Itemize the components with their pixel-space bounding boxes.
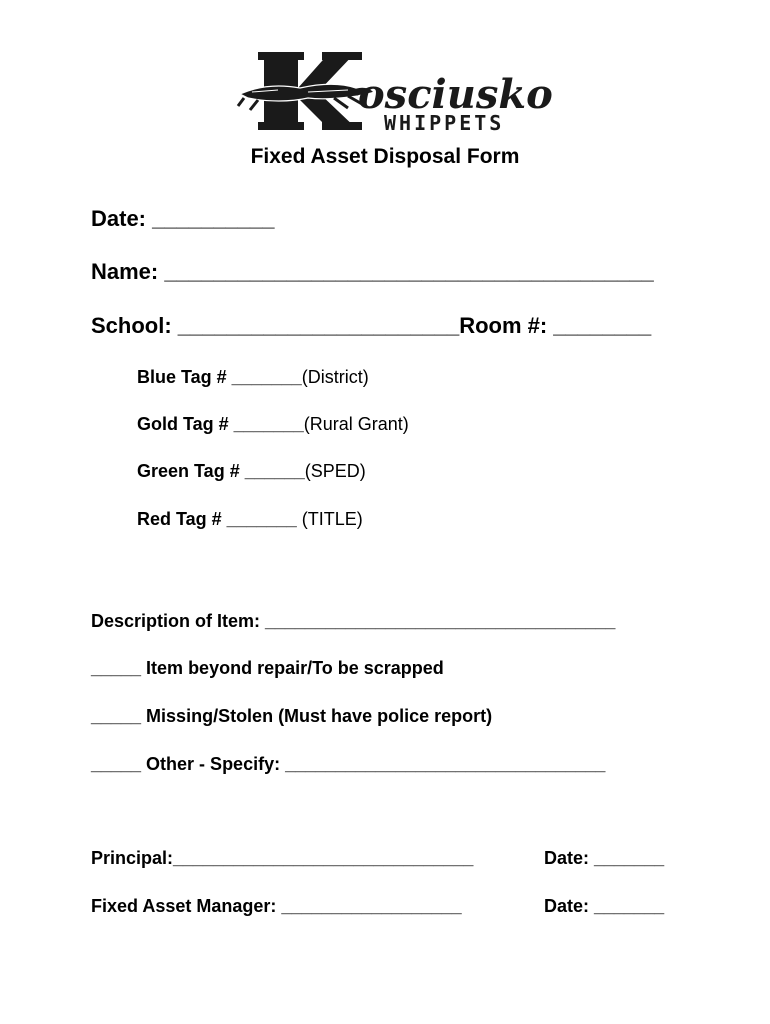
red-tag-field[interactable]: [137, 509, 363, 530]
whippet-dog-icon: [238, 84, 374, 110]
kosciusko-whippets-logo: [238, 48, 553, 136]
option-beyond-repair[interactable]: _____ Item beyond repair/To be scrapped: [91, 658, 444, 678]
blue-tag-label: Blue Tag # _______: [137, 367, 302, 387]
option-other-specify[interactable]: _____ Other - Specify: ________________________________: [91, 754, 606, 774]
date-field[interactable]: Date: __________: [91, 206, 275, 231]
option-missing-stolen[interactable]: _____ Missing/Stolen (Must have police report): [91, 706, 493, 726]
principal-signature-field[interactable]: Principal:______________________________: [91, 848, 474, 868]
green-tag-field[interactable]: [137, 461, 366, 482]
blue-tag-note: (District): [301, 367, 369, 387]
red-tag-label: Red Tag # _______: [137, 509, 302, 529]
blue-tag-field[interactable]: [137, 367, 369, 388]
red-tag-note: (TITLE): [301, 509, 363, 529]
school-room-field[interactable]: School: _______________________Room #: ________: [91, 313, 652, 338]
logo-sub-text: WHIPPETS: [384, 111, 505, 135]
logo-script-text: osciusko: [358, 71, 553, 118]
principal-date-field[interactable]: Date: _______: [544, 848, 665, 868]
green-tag-note: (SPED): [304, 461, 366, 481]
description-field[interactable]: Description of Item: ___________________________________: [91, 611, 616, 631]
form-title: Fixed Asset Disposal Form: [250, 145, 520, 168]
gold-tag-label: Gold Tag # _______: [137, 414, 304, 434]
green-tag-label: Green Tag # ______: [137, 461, 305, 481]
manager-date-field[interactable]: Date: _______: [544, 896, 665, 916]
gold-tag-note: (Rural Grant): [303, 414, 409, 434]
name-field[interactable]: Name: ________________________________________: [91, 259, 654, 284]
gold-tag-field[interactable]: [137, 414, 409, 435]
manager-signature-field[interactable]: Fixed Asset Manager: __________________: [91, 896, 462, 916]
